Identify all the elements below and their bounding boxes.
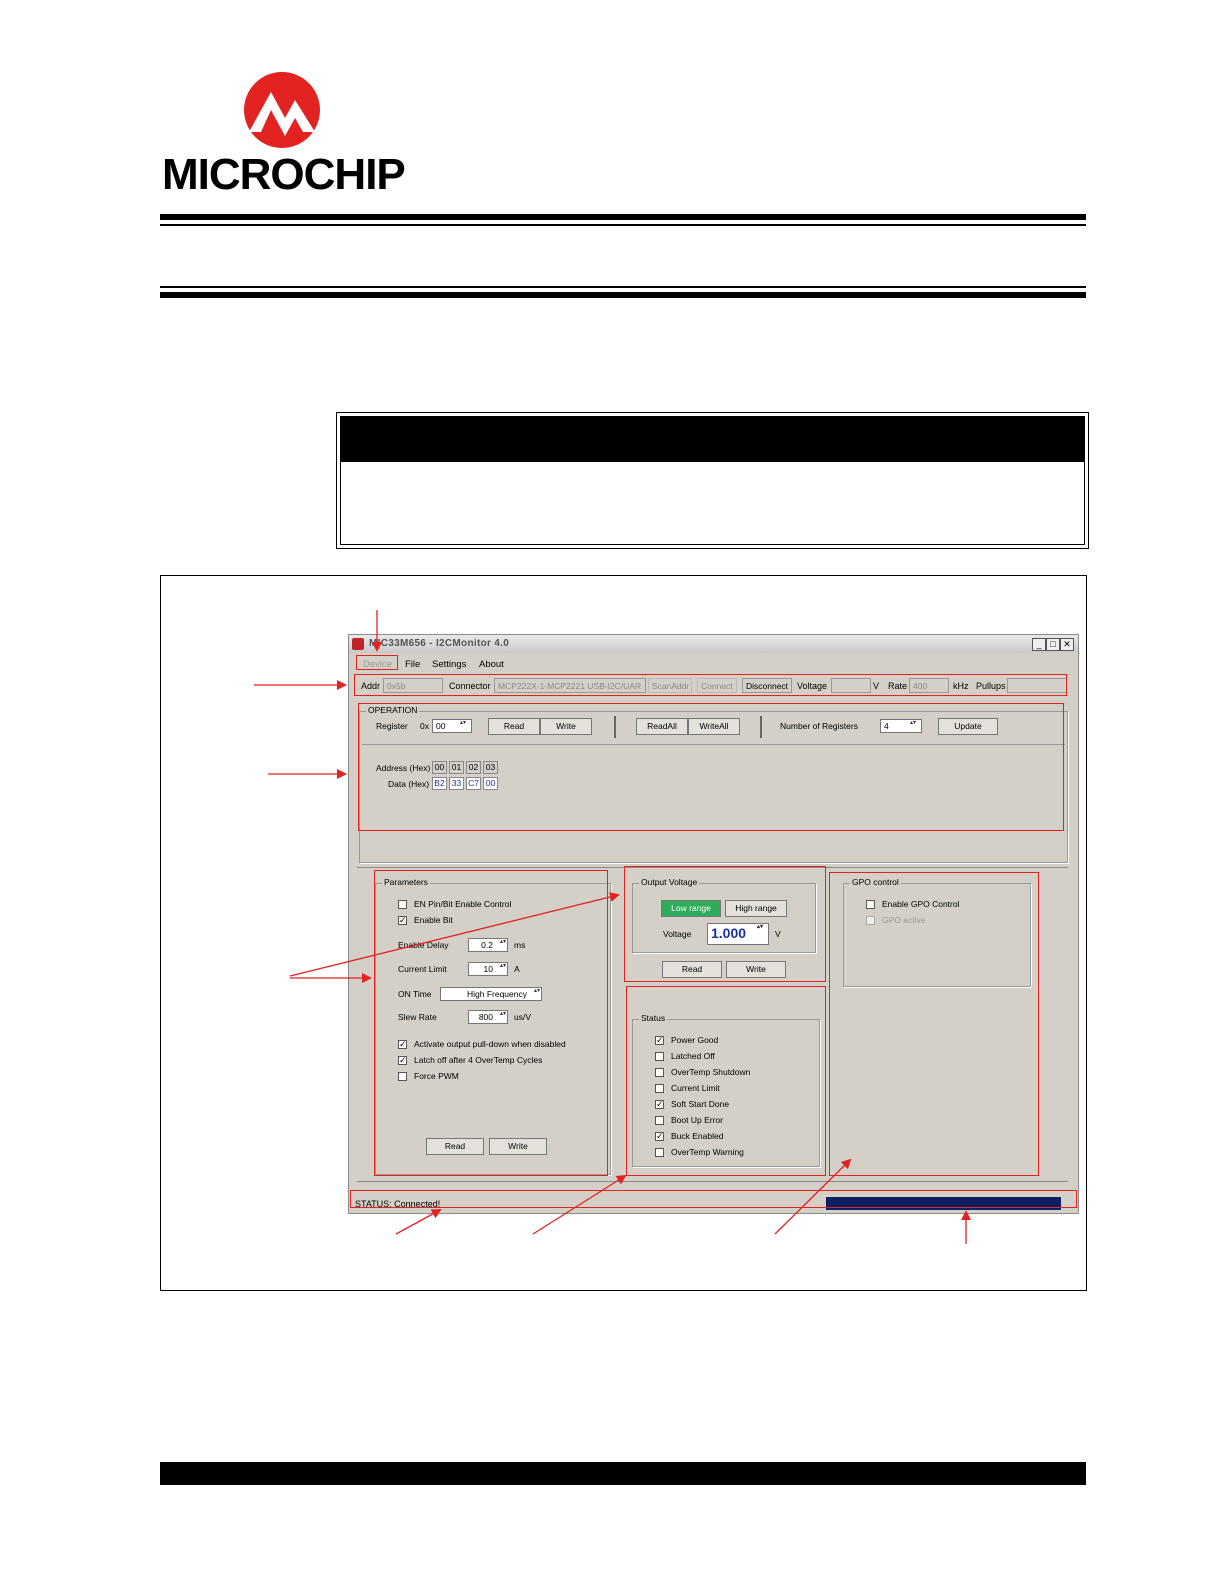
status-label: OverTemp Warning: [671, 1147, 744, 1157]
menu-settings[interactable]: Settings: [432, 659, 467, 670]
num-registers-label: Number of Registers: [780, 721, 858, 731]
op-read-button[interactable]: Read: [488, 718, 540, 735]
pulldown-checkbox[interactable]: ✓: [399, 1039, 407, 1049]
close-button[interactable]: ✕: [1060, 638, 1074, 651]
enable-bit-label: Enable Bit: [414, 915, 453, 925]
latch-checkbox[interactable]: ✓: [399, 1055, 407, 1065]
register-stepper[interactable]: 00 ▴▾: [432, 719, 472, 733]
enable-bit-checkbox[interactable]: ✓: [399, 915, 407, 925]
scanaddr-button[interactable]: ScanAddr: [648, 678, 692, 693]
status-checkbox[interactable]: ✓: [656, 1131, 664, 1141]
high-range-button[interactable]: High range: [725, 900, 787, 917]
slew-rate-stepper[interactable]: 800 ▴▾: [468, 1010, 508, 1024]
connector-select[interactable]: MCP222X-1-MCP2221 USB-I2C/UAR: [494, 678, 646, 693]
addr-select[interactable]: 0x5b: [383, 678, 443, 693]
status-title: Status: [641, 1013, 666, 1023]
data-cell[interactable]: 00: [483, 777, 498, 790]
slew-rate-unit: us/V: [514, 1012, 532, 1022]
pullups-label: Pullups: [976, 681, 1006, 691]
enable-delay-unit: ms: [514, 940, 526, 950]
enable-delay-label: Enable Delay: [398, 940, 449, 950]
connector-label: Connector: [449, 681, 491, 691]
ov-read-button[interactable]: Read: [662, 961, 722, 978]
rate-label: Rate: [888, 681, 908, 691]
gpo-title: GPO control: [852, 877, 899, 887]
on-time-stepper[interactable]: High Frequency ▴▾: [440, 987, 542, 1001]
pulldown-label: Activate output pull-down when disabled: [414, 1039, 566, 1049]
window-title: MIC33M656 - I2CMonitor 4.0: [369, 638, 510, 649]
parameters-title: Parameters: [384, 877, 428, 887]
status-label: Latched Off: [671, 1051, 715, 1061]
address-cell: 03: [483, 761, 498, 774]
output-voltage-title: Output Voltage: [641, 877, 698, 887]
low-range-button[interactable]: Low range: [661, 900, 721, 917]
voltage-field-unit: V: [775, 929, 781, 939]
voltage-label: Voltage: [797, 681, 828, 691]
enable-delay-stepper[interactable]: 0.2 ▴▾: [468, 938, 508, 952]
status-text: STATUS: Connected!: [355, 1199, 441, 1209]
update-button[interactable]: Update: [938, 718, 998, 735]
register-label: Register: [376, 721, 408, 731]
enable-gpo-label: Enable GPO Control: [882, 899, 960, 909]
brand-wordmark: MICROCHIP: [162, 150, 405, 199]
status-label: Soft Start Done: [671, 1099, 730, 1109]
voltage-unit: V: [873, 681, 880, 691]
disconnect-button[interactable]: Disconnect: [742, 678, 792, 693]
operation-title: OPERATION: [368, 705, 418, 715]
address-cell: 00: [432, 761, 447, 774]
menu-file[interactable]: File: [405, 659, 421, 670]
status-label: Boot Up Error: [671, 1115, 723, 1125]
connect-button[interactable]: Connect: [697, 678, 737, 693]
voltage-field-label: Voltage: [663, 929, 692, 939]
status-label: OverTemp Shutdown: [671, 1067, 751, 1077]
rate-unit: kHz: [953, 681, 969, 691]
menu-device[interactable]: Device: [363, 659, 393, 670]
maximize-button[interactable]: □: [1046, 638, 1060, 651]
status-label: Current Limit: [671, 1083, 720, 1093]
current-limit-stepper[interactable]: 10 ▴▾: [468, 962, 508, 976]
status-checkbox[interactable]: ✓: [656, 1035, 664, 1045]
readall-button[interactable]: ReadAll: [636, 718, 688, 735]
minimize-button[interactable]: _: [1032, 638, 1046, 651]
current-limit-label: Current Limit: [398, 964, 447, 974]
writeall-button[interactable]: WriteAll: [688, 718, 740, 735]
gpo-active-label: GPO active: [882, 915, 926, 925]
status-label: Buck Enabled: [671, 1131, 724, 1141]
addr-label: Addr: [361, 681, 381, 691]
address-label: Address (Hex): [376, 763, 431, 773]
latch-label: Latch off after 4 OverTemp Cycles: [414, 1055, 543, 1065]
ov-write-button[interactable]: Write: [726, 961, 786, 978]
menu-about[interactable]: About: [479, 659, 504, 670]
data-cell[interactable]: B2: [432, 777, 447, 790]
on-time-label: ON Time: [398, 989, 432, 999]
en-control-label: EN Pin/Bit Enable Control: [414, 899, 512, 909]
register-prefix: 0x: [420, 721, 429, 731]
slew-rate-label: Slew Rate: [398, 1012, 437, 1022]
force-pwm-label: Force PWM: [414, 1071, 459, 1081]
current-limit-unit: A: [514, 964, 520, 974]
data-cell[interactable]: C7: [466, 777, 481, 790]
address-cell: 02: [466, 761, 481, 774]
params-read-button[interactable]: Read: [426, 1138, 484, 1155]
address-cell: 01: [449, 761, 464, 774]
data-label: Data (Hex): [388, 779, 430, 789]
params-write-button[interactable]: Write: [489, 1138, 547, 1155]
voltage-stepper[interactable]: 1.000 ▴▾: [707, 923, 769, 945]
rate-select[interactable]: 400: [909, 678, 949, 693]
status-label: Power Good: [671, 1035, 719, 1045]
data-cell[interactable]: 33: [449, 777, 464, 790]
num-registers-stepper[interactable]: 4 ▴▾: [880, 719, 922, 733]
status-checkbox[interactable]: ✓: [656, 1099, 664, 1109]
op-write-button[interactable]: Write: [540, 718, 592, 735]
